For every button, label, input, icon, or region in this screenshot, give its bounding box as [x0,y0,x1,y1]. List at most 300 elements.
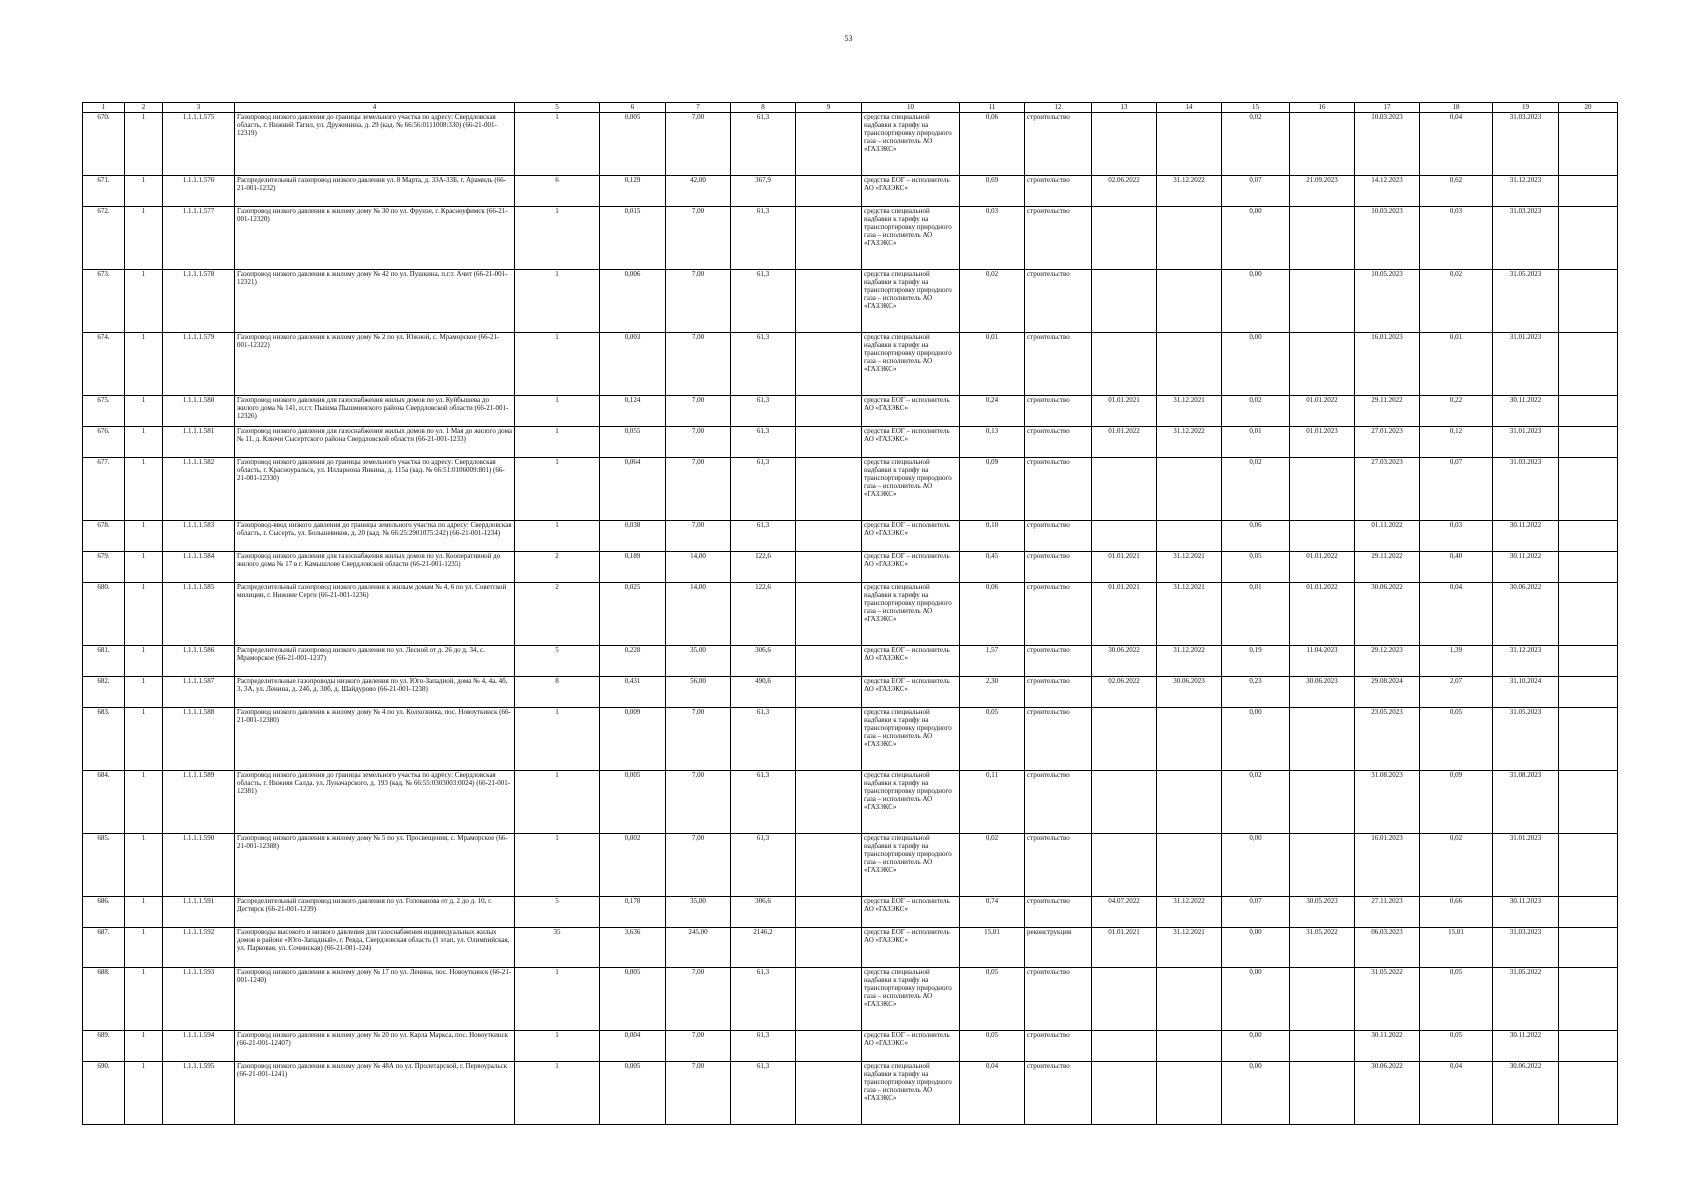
table-row [83,270,1618,333]
col-20-cell [1559,396,1618,427]
work-type-cell: реконструкция [1025,928,1092,968]
funding-source-cell: средства ЕОГ – исполнитель АО «ГАЗЭКС» [862,396,960,427]
col-9-cell [796,270,862,333]
col-18-cell: 15,01 [1420,928,1493,968]
row-number: 689. [83,1031,125,1062]
col-2-cell: 1 [125,708,163,771]
length-cell: 0,064 [600,458,666,521]
project-code-cell: 1.1.1.1.580 [163,396,235,427]
project-description-cell: Газопровод низкого давления для газоснабжения жилых домов по ул. 1 Мая до жилого дома № 11, д. Ключи Сысертского района Свердловской области (66-21-001-1233) [235,427,515,458]
start-date-cell: 01.01.2022 [1092,427,1157,458]
cost-cell: 2,30 [960,677,1025,708]
col-20-cell [1559,333,1618,396]
column-header-10: 10 [862,103,960,113]
col-16-cell [1290,270,1355,333]
funding-source-cell: средства ЕОГ – исполнитель АО «ГАЗЭКС» [862,427,960,458]
end-date-cell [1157,1062,1222,1125]
col-19-date-cell: 31.03.2023 [1493,113,1559,176]
project-description-cell: Распределительный газопровод низкого давления к жилым домам № 4, 6 по ул. Советской милиции, г. Нижние Серги (66-21-001-1236) [235,583,515,646]
col-17-date-cell: 14.12.2023 [1355,176,1420,207]
column-header-6: 6 [600,103,666,113]
work-type-cell: строительство [1025,552,1092,583]
funding-source-cell: средства ЕОГ – исполнитель АО «ГАЗЭКС» [862,176,960,207]
cost-cell: 0,74 [960,897,1025,928]
col-7-cell: 7,00 [666,521,731,552]
row-number: 680. [83,583,125,646]
row-number: 687. [83,928,125,968]
col-15-cell: 0,23 [1222,677,1290,708]
col-19-date-cell: 31.05.2022 [1493,968,1559,1031]
cost-cell: 1,57 [960,646,1025,677]
col-19-date-cell: 31.01.2023 [1493,834,1559,897]
table-row [83,583,1618,646]
cost-cell: 0,10 [960,521,1025,552]
col-16-cell [1290,113,1355,176]
col-8-cell: 61,3 [731,396,796,427]
col-17-date-cell: 29.11.2022 [1355,396,1420,427]
col-8-cell: 61,3 [731,113,796,176]
project-code-cell: 1.1.1.1.593 [163,968,235,1031]
table-row [83,113,1618,176]
col-17-date-cell: 23.05.2023 [1355,708,1420,771]
column-header-14: 14 [1157,103,1222,113]
col-20-cell [1559,427,1618,458]
project-code-cell: 1.1.1.1.581 [163,427,235,458]
col-8-cell: 61,3 [731,1031,796,1062]
col-9-cell [796,396,862,427]
row-number: 684. [83,771,125,834]
col-5-cell: 1 [515,113,600,176]
column-header-20: 20 [1559,103,1618,113]
col-8-cell: 122,6 [731,583,796,646]
start-date-cell [1092,113,1157,176]
col-16-cell [1290,968,1355,1031]
col-7-cell: 7,00 [666,458,731,521]
project-description-cell: Газопровод низкого давления к жилому дому № 30 по ул. Фрунзе, г. Красноуфимск (66-21-001-12320) [235,207,515,270]
length-cell: 0,004 [600,1031,666,1062]
col-7-cell: 7,00 [666,207,731,270]
col-20-cell [1559,834,1618,897]
funding-source-cell: средства специальной надбавки к тарифу на транспортировку природного газа – исполнитель АО «ГАЗЭКС» [862,333,960,396]
work-type-cell: строительство [1025,1031,1092,1062]
project-description-cell: Газопровод низкого давления до границы земельного участка по адресу: Свердловская область, г. Красноуральск, ул. Илларнона Янкина, д. 115а (кад. № 66:51:0106009:801) (66-21-001-12330) [235,458,515,521]
table-row [83,708,1618,771]
funding-source-cell: средства ЕОГ – исполнитель АО «ГАЗЭКС» [862,646,960,677]
col-16-cell [1290,834,1355,897]
funding-source-cell: средства ЕОГ – исполнитель АО «ГАЗЭКС» [862,521,960,552]
length-cell: 0,228 [600,646,666,677]
col-16-cell: 31.05.2022 [1290,928,1355,968]
col-2-cell: 1 [125,583,163,646]
end-date-cell: 31.12.2022 [1157,646,1222,677]
project-code-cell: 1.1.1.1.583 [163,521,235,552]
col-18-cell: 0,01 [1420,333,1493,396]
table-row [83,333,1618,396]
work-type-cell: строительство [1025,968,1092,1031]
column-header-17: 17 [1355,103,1420,113]
project-code-cell: 1.1.1.1.595 [163,1062,235,1125]
col-18-cell: 0,07 [1420,458,1493,521]
funding-source-cell: средства специальной надбавки к тарифу на транспортировку природного газа – исполнитель АО «ГАЗЭКС» [862,113,960,176]
funding-source-cell: средства ЕОГ – исполнитель АО «ГАЗЭКС» [862,552,960,583]
project-description-cell: Распределительный газопровод низкого давления по ул. Лесной от д. 26 до д. 34, с. Мраморское (66-21-001-1237) [235,646,515,677]
col-18-cell: 0,04 [1420,1062,1493,1125]
work-type-cell: строительство [1025,834,1092,897]
cost-cell: 0,01 [960,333,1025,396]
col-18-cell: 0,40 [1420,552,1493,583]
row-number: 678. [83,521,125,552]
start-date-cell: 01.01.2021 [1092,928,1157,968]
cost-cell: 0,06 [960,113,1025,176]
col-16-cell [1290,1031,1355,1062]
col-7-cell: 7,00 [666,113,731,176]
col-2-cell: 1 [125,677,163,708]
row-number: 683. [83,708,125,771]
work-type-cell: строительство [1025,646,1092,677]
project-code-cell: 1.1.1.1.578 [163,270,235,333]
project-description-cell: Газопровод низкого давления для газоснабжения жилых домов по ул. Куйбышева до жилого дома № 141, п.г.т. Пышма Пышминского района Свердловской области (66-21-001-12326) [235,396,515,427]
col-18-cell: 0,66 [1420,897,1493,928]
project-description-cell: Газопровод низкого давления до границы земельного участка по адресу: Свердловская область, г. Нижняя Салда, ул. Луначарского, д. 193 (кад. № 66:55:0303003:0024) (66-21-001-12381) [235,771,515,834]
start-date-cell [1092,270,1157,333]
start-date-cell [1092,1062,1157,1125]
cost-cell: 0,11 [960,771,1025,834]
length-cell: 3,636 [600,928,666,968]
project-description-cell: Газопровод низкого давления для газоснабжения жилых домов по ул. Кооперативной до жилого дома № 17 в г. Камышлове Свердловской области (66-21-001-1235) [235,552,515,583]
col-2-cell: 1 [125,176,163,207]
col-15-cell: 0,00 [1222,1062,1290,1125]
column-header-13: 13 [1092,103,1157,113]
work-type-cell: строительство [1025,521,1092,552]
end-date-cell: 31.12.2021 [1157,583,1222,646]
col-15-cell: 0,00 [1222,708,1290,771]
col-5-cell: 8 [515,677,600,708]
end-date-cell [1157,333,1222,396]
col-8-cell: 61,3 [731,1062,796,1125]
col-5-cell: 1 [515,1062,600,1125]
funding-source-cell: средства специальной надбавки к тарифу на транспортировку природного газа – исполнитель АО «ГАЗЭКС» [862,708,960,771]
col-2-cell: 1 [125,396,163,427]
col-17-date-cell: 29.08.2024 [1355,677,1420,708]
col-17-date-cell: 27.03.2023 [1355,458,1420,521]
col-17-date-cell: 16.01.2023 [1355,834,1420,897]
work-type-cell: строительство [1025,897,1092,928]
end-date-cell: 31.12.2021 [1157,396,1222,427]
col-15-cell: 0,01 [1222,427,1290,458]
end-date-cell [1157,834,1222,897]
col-20-cell [1559,708,1618,771]
col-8-cell: 2146,2 [731,928,796,968]
col-16-cell [1290,1062,1355,1125]
col-2-cell: 1 [125,1062,163,1125]
col-16-cell [1290,708,1355,771]
table-row [83,552,1618,583]
col-7-cell: 7,00 [666,270,731,333]
col-19-date-cell: 30.11.2022 [1493,396,1559,427]
col-5-cell: 1 [515,968,600,1031]
col-9-cell [796,708,862,771]
project-code-cell: 1.1.1.1.588 [163,708,235,771]
col-20-cell [1559,521,1618,552]
end-date-cell: 30.06.2023 [1157,677,1222,708]
funding-source-cell: средства ЕОГ – исполнитель АО «ГАЗЭКС» [862,928,960,968]
table-row [83,677,1618,708]
row-number: 676. [83,427,125,458]
end-date-cell: 31.12.2022 [1157,427,1222,458]
cost-cell: 0,13 [960,427,1025,458]
start-date-cell: 02.06.2022 [1092,176,1157,207]
col-5-cell: 6 [515,176,600,207]
col-17-date-cell: 01.11.2022 [1355,521,1420,552]
cost-cell: 0,05 [960,1031,1025,1062]
length-cell: 0,189 [600,552,666,583]
col-7-cell: 7,00 [666,427,731,458]
col-19-date-cell: 31.10.2024 [1493,677,1559,708]
table-row [83,458,1618,521]
row-number: 671. [83,176,125,207]
col-19-date-cell: 31.03.2023 [1493,928,1559,968]
col-2-cell: 1 [125,207,163,270]
start-date-cell: 01.01.2021 [1092,552,1157,583]
col-9-cell [796,427,862,458]
cost-cell: 0,09 [960,458,1025,521]
funding-source-cell: средства специальной надбавки к тарифу на транспортировку природного газа – исполнитель АО «ГАЗЭКС» [862,968,960,1031]
funding-source-cell: средства специальной надбавки к тарифу на транспортировку природного газа – исполнитель АО «ГАЗЭКС» [862,771,960,834]
row-number: 686. [83,897,125,928]
table-row [83,646,1618,677]
col-20-cell [1559,583,1618,646]
end-date-cell [1157,207,1222,270]
col-17-date-cell: 10.03.2023 [1355,113,1420,176]
col-19-date-cell: 31.05.2023 [1493,708,1559,771]
col-19-date-cell: 30.11.2022 [1493,1031,1559,1062]
col-15-cell: 0,02 [1222,113,1290,176]
col-20-cell [1559,897,1618,928]
col-17-date-cell: 27.01.2023 [1355,427,1420,458]
work-type-cell: строительство [1025,176,1092,207]
col-15-cell: 0,00 [1222,928,1290,968]
column-header-3: 3 [163,103,235,113]
length-cell: 0,005 [600,771,666,834]
col-18-cell: 0,02 [1420,270,1493,333]
row-number: 685. [83,834,125,897]
col-8-cell: 61,3 [731,968,796,1031]
col-19-date-cell: 31.01.2023 [1493,333,1559,396]
col-15-cell: 0,19 [1222,646,1290,677]
column-header-16: 16 [1290,103,1355,113]
cost-cell: 0,05 [960,708,1025,771]
col-9-cell [796,333,862,396]
end-date-cell [1157,113,1222,176]
row-number: 670. [83,113,125,176]
col-9-cell [796,583,862,646]
start-date-cell [1092,834,1157,897]
col-2-cell: 1 [125,521,163,552]
project-code-cell: 1.1.1.1.592 [163,928,235,968]
cost-cell: 0,02 [960,270,1025,333]
col-9-cell [796,552,862,583]
project-code-cell: 1.1.1.1.576 [163,176,235,207]
row-number: 672. [83,207,125,270]
col-7-cell: 245,00 [666,928,731,968]
project-code-cell: 1.1.1.1.590 [163,834,235,897]
start-date-cell [1092,708,1157,771]
project-code-cell: 1.1.1.1.587 [163,677,235,708]
col-19-date-cell: 31.03.2023 [1493,458,1559,521]
col-16-cell [1290,207,1355,270]
cost-cell: 0,69 [960,176,1025,207]
col-5-cell: 1 [515,458,600,521]
col-8-cell: 306,6 [731,646,796,677]
col-19-date-cell: 31.05.2023 [1493,270,1559,333]
col-16-cell: 21.09.2023 [1290,176,1355,207]
end-date-cell [1157,458,1222,521]
start-date-cell [1092,968,1157,1031]
col-15-cell: 0,00 [1222,333,1290,396]
end-date-cell [1157,270,1222,333]
work-type-cell: строительство [1025,583,1092,646]
col-5-cell: 1 [515,396,600,427]
project-code-cell: 1.1.1.1.579 [163,333,235,396]
column-header-2: 2 [125,103,163,113]
col-5-cell: 35 [515,928,600,968]
col-16-cell [1290,458,1355,521]
cost-cell: 0,45 [960,552,1025,583]
funding-source-cell: средства специальной надбавки к тарифу на транспортировку природного газа – исполнитель АО «ГАЗЭКС» [862,270,960,333]
col-5-cell: 5 [515,897,600,928]
start-date-cell [1092,1031,1157,1062]
col-7-cell: 7,00 [666,771,731,834]
row-number: 690. [83,1062,125,1125]
col-2-cell: 1 [125,897,163,928]
work-type-cell: строительство [1025,708,1092,771]
col-17-date-cell: 31.08.2023 [1355,771,1420,834]
col-18-cell: 1,39 [1420,646,1493,677]
col-5-cell: 2 [515,583,600,646]
col-15-cell: 0,00 [1222,1031,1290,1062]
work-type-cell: строительство [1025,396,1092,427]
col-18-cell: 0,62 [1420,176,1493,207]
end-date-cell: 31.12.2022 [1157,897,1222,928]
col-20-cell [1559,207,1618,270]
cost-cell: 0,06 [960,583,1025,646]
col-8-cell: 61,3 [731,521,796,552]
col-5-cell: 5 [515,646,600,677]
col-9-cell [796,897,862,928]
col-17-date-cell: 31.05.2022 [1355,968,1420,1031]
end-date-cell [1157,968,1222,1031]
col-8-cell: 61,3 [731,270,796,333]
column-header-12: 12 [1025,103,1092,113]
table-row [83,1031,1618,1062]
funding-source-cell: средства специальной надбавки к тарифу на транспортировку природного газа – исполнитель АО «ГАЗЭКС» [862,834,960,897]
column-header-4: 4 [235,103,515,113]
column-header-5: 5 [515,103,600,113]
col-18-cell: 0,12 [1420,427,1493,458]
col-17-date-cell: 30.06.2022 [1355,583,1420,646]
end-date-cell [1157,1031,1222,1062]
col-16-cell [1290,333,1355,396]
start-date-cell: 02.06.2022 [1092,677,1157,708]
project-description-cell: Газопровод низкого давления к жилому дому № 48А по ул. Пролетарской, г. Первоуральск (66-21-001-1241) [235,1062,515,1125]
col-20-cell [1559,458,1618,521]
col-9-cell [796,176,862,207]
length-cell: 0,002 [600,834,666,897]
project-description-cell: Газопровод низкого давления к жилому дому № 42 по ул. Пушкина, п.г.т. Ачит (66-21-001-12321) [235,270,515,333]
col-20-cell [1559,552,1618,583]
project-code-cell: 1.1.1.1.577 [163,207,235,270]
col-7-cell: 14,00 [666,583,731,646]
col-19-date-cell: 31.12.2023 [1493,176,1559,207]
start-date-cell: 30.06.2022 [1092,646,1157,677]
col-20-cell [1559,113,1618,176]
col-5-cell: 1 [515,708,600,771]
start-date-cell [1092,333,1157,396]
col-5-cell: 1 [515,333,600,396]
col-16-cell: 01.01.2022 [1290,396,1355,427]
col-2-cell: 1 [125,113,163,176]
project-code-cell: 1.1.1.1.594 [163,1031,235,1062]
work-type-cell: строительство [1025,207,1092,270]
col-17-date-cell: 06.03.2023 [1355,928,1420,968]
start-date-cell: 01.01.2021 [1092,583,1157,646]
col-15-cell: 0,05 [1222,552,1290,583]
start-date-cell: 04.07.2022 [1092,897,1157,928]
work-type-cell: строительство [1025,458,1092,521]
col-9-cell [796,1062,862,1125]
col-5-cell: 1 [515,270,600,333]
length-cell: 0,006 [600,270,666,333]
col-9-cell [796,677,862,708]
col-2-cell: 1 [125,270,163,333]
project-code-cell: 1.1.1.1.589 [163,771,235,834]
work-type-cell: строительство [1025,427,1092,458]
column-header-1: 1 [83,103,125,113]
col-9-cell [796,834,862,897]
col-18-cell: 0,03 [1420,521,1493,552]
col-19-date-cell: 31.08.2023 [1493,771,1559,834]
col-17-date-cell: 29.11.2022 [1355,552,1420,583]
length-cell: 0,005 [600,1062,666,1125]
col-5-cell: 1 [515,207,600,270]
page-number: 53 [844,34,853,43]
col-15-cell: 0,01 [1222,583,1290,646]
col-7-cell: 14,00 [666,552,731,583]
length-cell: 0,005 [600,968,666,1031]
col-5-cell: 1 [515,834,600,897]
table-header-row [83,103,1618,113]
col-8-cell: 61,3 [731,708,796,771]
project-description-cell: Газопровод низкого давления к жилому дому № 20 по ул. Карла Маркса, пос. Новоуткинск (66-21-001-12407) [235,1031,515,1062]
length-cell: 0,129 [600,176,666,207]
row-number: 679. [83,552,125,583]
col-16-cell: 01.01.2022 [1290,552,1355,583]
col-19-date-cell: 30.06.2022 [1493,583,1559,646]
end-date-cell: 31.12.2022 [1157,176,1222,207]
col-20-cell [1559,1062,1618,1125]
col-2-cell: 1 [125,458,163,521]
cost-cell: 0,03 [960,207,1025,270]
funding-source-cell: средства специальной надбавки к тарифу на транспортировку природного газа – исполнитель АО «ГАЗЭКС» [862,583,960,646]
project-description-cell: Распределительные газопроводы низкого давления по ул. Юго-Западной, дома № 4, 4а, 4б, 3, 3А, ул. Ленина, д. 24б, д. 30б, д. Шайдурово (66-21-001-1238) [235,677,515,708]
col-7-cell: 42,00 [666,176,731,207]
start-date-cell [1092,521,1157,552]
col-7-cell: 7,00 [666,396,731,427]
cost-cell: 15,01 [960,928,1025,968]
column-header-11: 11 [960,103,1025,113]
table-row [83,207,1618,270]
col-2-cell: 1 [125,771,163,834]
